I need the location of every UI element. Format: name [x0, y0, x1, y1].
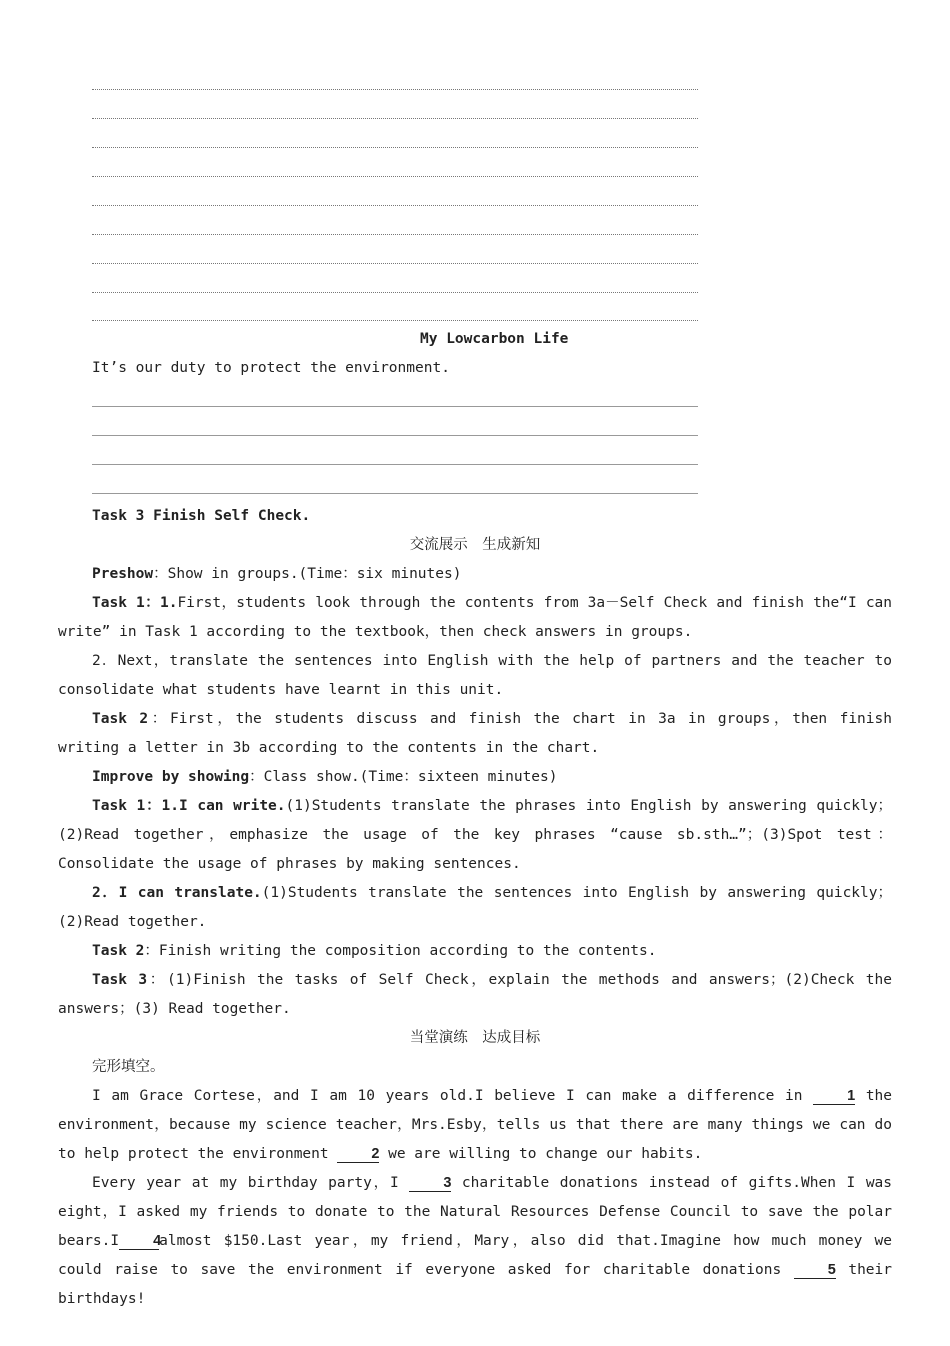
improve-task3-label: Task 3 — [92, 972, 148, 988]
show-task1-text: First，students look through the contents from 3a－Self Check and finish the“I can write” in Task 1 according to the textbook，then check answers in groups. — [58, 595, 893, 640]
improve-task1 — [58, 792, 892, 879]
improve-task2-text: ：Finish writing the composition according to the contents. — [144, 943, 657, 959]
composition-line — [92, 435, 698, 436]
improve-item2-text: (1)Students translate the sentences into English by answering quickly；(2)Read together. — [58, 885, 892, 930]
show-task2 — [58, 705, 892, 763]
section-heading-practice: 当堂演练 达成目标 — [409, 1030, 541, 1046]
cloze-blank-2[interactable]: 2 — [337, 1146, 379, 1163]
improve-task2-label: Task 2 — [92, 943, 145, 959]
cloze-text: we are willing to change our habits. — [388, 1146, 703, 1162]
improve-task1-text: (1)Students translate the phrases into English by answering quickly；(2)Read together，emphasize the usage of the key phrases “cause sb.sth…”；(3)Spot test：Consolidate the usage of phrases by making sentences. — [58, 798, 892, 872]
writing-line — [92, 234, 698, 235]
cloze-blank-4[interactable]: 4 — [119, 1233, 159, 1250]
cloze-text: Every year at my birthday party，I — [92, 1175, 399, 1191]
composition-line — [92, 493, 698, 494]
cloze-paragraph-1 — [58, 1082, 892, 1169]
section-heading-show: 交流展示 生成新知 — [409, 537, 541, 553]
cloze-paragraph-2 — [58, 1169, 892, 1314]
essay-title: My Lowcarbon Life — [420, 331, 569, 347]
cloze-text: the environment，because my science teacher，Mrs.Esby，tells us that there are many things we can do to help protect the environment — [58, 1088, 893, 1162]
cloze-text: charitable donations instead of gifts.When I was eight，I asked my friends to donate to the Natural Resources Defense Council to save the polar bears.I — [58, 1175, 893, 1249]
improve-task1-label: Task 1 — [92, 798, 146, 814]
show-task1-label: Task 1 — [92, 595, 145, 611]
composition-line — [92, 464, 698, 465]
task3-heading: Task 3 Finish Self Check. — [92, 508, 311, 524]
writing-line — [92, 89, 698, 90]
improve-task1-sub: ：1.I can write. — [145, 798, 286, 814]
improve-task2 — [58, 937, 892, 966]
improve-task3 — [58, 966, 892, 1024]
writing-line — [92, 320, 698, 321]
preshow-line — [58, 560, 892, 589]
preshow-text: ：Show in groups.(Time：six minutes) — [153, 566, 462, 582]
writing-line — [92, 292, 698, 293]
improve-item2-label: 2．I can translate. — [92, 885, 262, 901]
show-item2: 2．Next，translate the sentences into English with the help of partners and the teacher to consolidate what students have learnt in this unit. — [58, 653, 892, 698]
show-task1-num: ：1. — [144, 595, 178, 611]
writing-line — [92, 263, 698, 264]
improve-label: Improve by showing — [92, 769, 250, 785]
writing-line — [92, 147, 698, 148]
cloze-text: almost $150.Last year，my friend，Mary，also did that.Imagine how much money we could raise to save the environment if everyone asked for charitable donations — [58, 1233, 892, 1278]
improve-task3-text: ：(1)Finish the tasks of Self Check，explain the methods and answers；(2)Check the answers；(3) Read together. — [58, 972, 892, 1017]
show-task1 — [58, 589, 892, 647]
cloze-blank-3[interactable]: 3 — [409, 1175, 451, 1192]
cloze-blank-1[interactable]: 1 — [813, 1088, 855, 1105]
cloze-instruction: 完形填空。 — [92, 1059, 165, 1075]
cloze-text: I am Grace Cortese，and I am 10 years old.I believe I can make a difference in — [92, 1088, 803, 1104]
cloze-blank-5[interactable]: 5 — [794, 1262, 836, 1279]
improve-item2 — [58, 879, 892, 937]
show-task2-label: Task 2 — [92, 711, 149, 727]
show-task2-text: ：First，the students discuss and finish the chart in 3a in groups，then finish writing a letter in 3b according to the contents in the chart. — [58, 711, 892, 756]
writing-line — [92, 176, 698, 177]
writing-line — [92, 118, 698, 119]
composition-line — [92, 406, 698, 407]
writing-line — [92, 205, 698, 206]
cloze-text: their birthdays! — [58, 1262, 892, 1307]
worksheet-body — [58, 502, 892, 1314]
improve-line — [58, 763, 892, 792]
preshow-label: Preshow — [92, 566, 154, 582]
essay-opening: It’s our duty to protect the environment. — [92, 360, 450, 376]
improve-text: ：Class show.(Time：sixteen minutes) — [249, 769, 558, 785]
